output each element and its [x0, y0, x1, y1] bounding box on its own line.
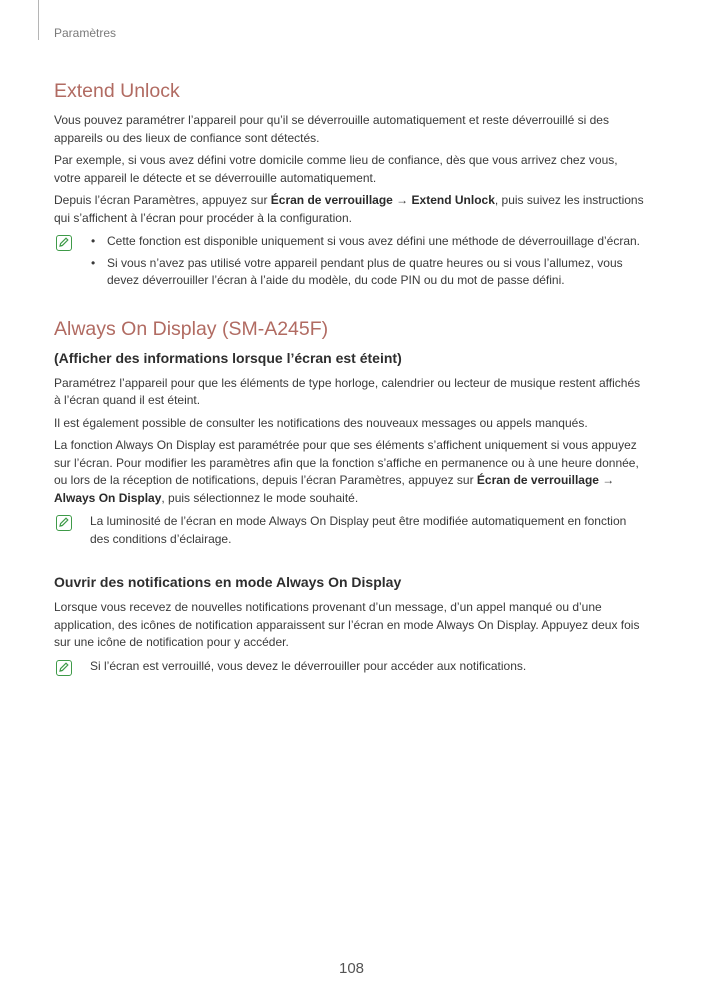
running-header: Paramètres [54, 26, 117, 40]
notifications-body: Lorsque vous recevez de nouvelles notifications provenant d’un message, d’un appel manqué ou d’une application, des icônes de notification apparaissent sur l’écran en mode Always On Display. Appuyez deux fois sur une icône de notification pour y accéder. [54, 600, 640, 649]
note-pencil-icon [56, 660, 72, 676]
extend-unlock-instructions [54, 192, 646, 227]
instruction-text: , puis sélectionnez le mode souhaité. [161, 490, 359, 505]
instruction-text: , puis suivez les instructions qui s’affichent à l’écran pour procéder à la configuration. [54, 193, 644, 225]
aod-intro: Paramétrez l’appareil pour que les éléments de type horloge, calendrier ou lecteur de musique restent affichés à l’écran quand il est éteint. [54, 375, 641, 407]
menu-path-extend-unlock: Extend Unlock [411, 193, 495, 207]
aod-notifications-info: Il est également possible de consulter les notifications des nouveaux messages ou appels manqués. [54, 415, 588, 430]
aod-instructions [54, 437, 646, 507]
aod-subtitle: (Afficher des informations lorsque l’écran est éteint) [54, 349, 402, 366]
extend-unlock-example: Par exemple, si vous avez défini votre domicile comme lieu de confiance, dès que vous arrivez chez vous, votre appareil le détecte et se déverrouille automatiquement. [54, 153, 618, 185]
always-on-display-section [54, 318, 646, 549]
menu-path-lock-screen: Écran de verrouillage [270, 193, 393, 207]
page-content [54, 80, 646, 681]
instruction-text: Depuis l’écran Paramètres, appuyez sur [54, 193, 271, 207]
notifications-note [54, 658, 646, 676]
menu-path-lock-screen: Écran de verrouillage [476, 473, 599, 487]
note-item: • Cette fonction est disponible uniquement si vous avez défini une méthode de déverrouillage d’écran. [90, 233, 646, 251]
note-item: • Si vous n’avez pas utilisé votre appareil pendant plus de quatre heures ou si vous l’allumez, vous devez déverrouiller l’écran à l’aide du modèle, du code PIN ou du mot de passe défini. [90, 255, 646, 290]
note-list [90, 233, 646, 290]
aod-note [54, 513, 646, 548]
extend-unlock-title: Extend Unlock [54, 80, 180, 102]
menu-path-always-on-display: Always On Display [54, 490, 162, 505]
instruction-text: La fonction Always On Display est paramétrée pour que ses éléments s’affichent uniquement si vous appuyez sur l’écran. Pour modifier les paramètres afin que la fonction s’affiche en permanence ou à une heure donnée, ou lors de la réception de notifications, depuis l’écran Paramètres, appuyez sur [54, 438, 639, 487]
page-number: 108 [338, 960, 365, 977]
extend-unlock-section [54, 80, 646, 290]
note-text: Si l’écran est verrouillé, vous devez le déverrouiller pour accéder aux notifications. [90, 658, 527, 673]
note-pencil-icon [56, 515, 72, 531]
extend-unlock-intro: Vous pouvez paramétrer l’appareil pour qu’il se déverrouille automatiquement et reste déverrouillé si des appareils ou des lieux de confiance sont détectés. [54, 113, 609, 145]
arrow-separator: → [598, 473, 615, 487]
extend-unlock-note [54, 233, 646, 290]
note-text: La luminosité de l’écran en mode Always On Display peut être modifiée automatiquement en fonction des conditions d’éclairage. [90, 514, 627, 546]
header-rule [38, 0, 39, 40]
arrow-separator: → [392, 193, 412, 207]
note-pencil-icon [56, 235, 72, 251]
aod-notifications-section [54, 574, 646, 675]
notifications-title: Ouvrir des notifications en mode Always On Display [54, 574, 402, 590]
aod-title: Always On Display (SM-A245F) [54, 317, 329, 340]
